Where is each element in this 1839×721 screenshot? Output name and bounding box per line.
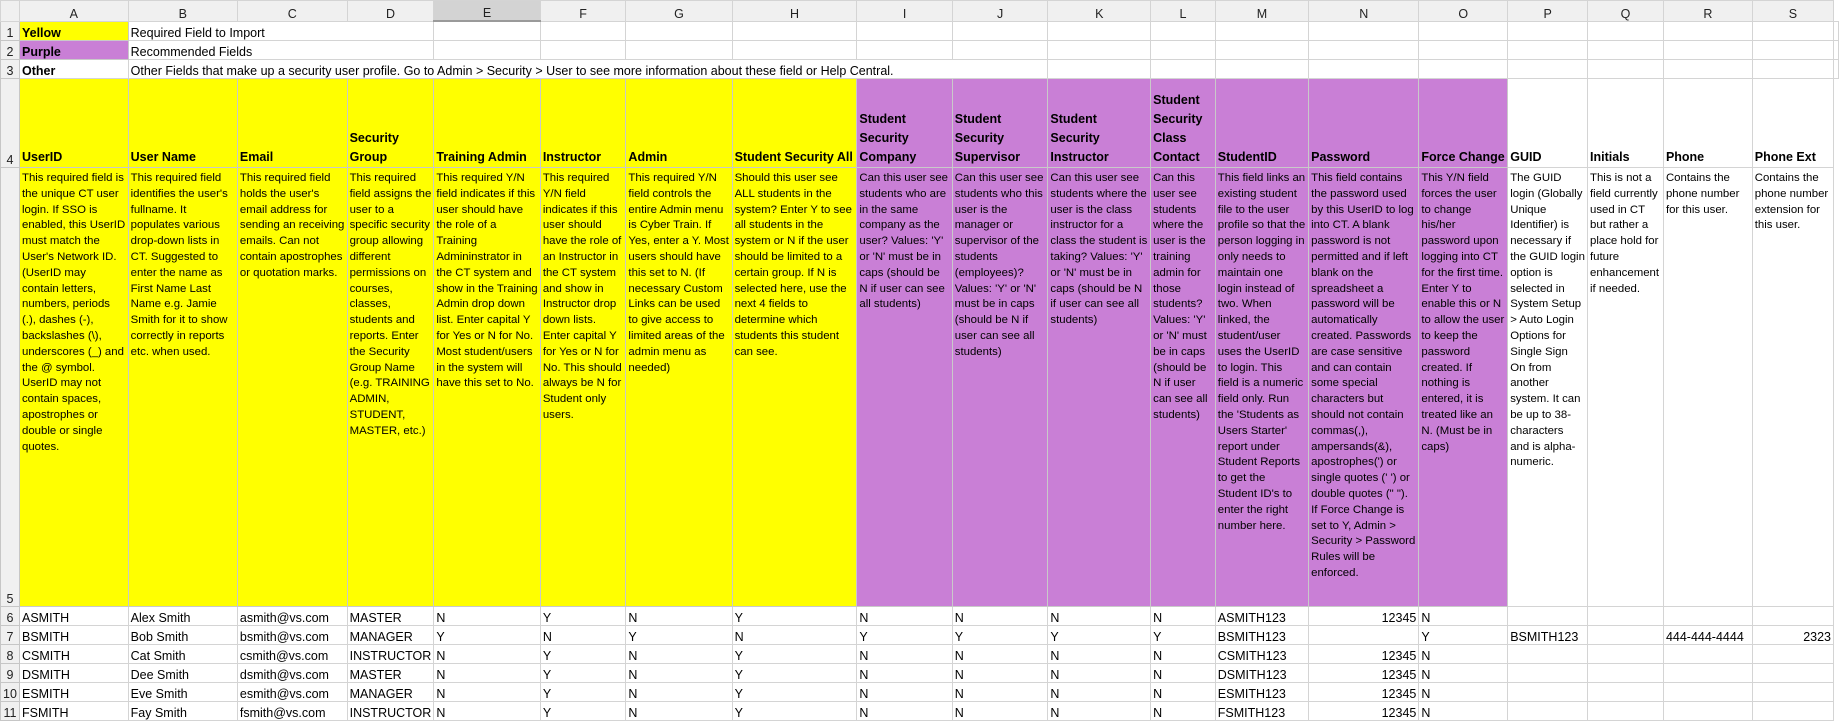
field-header-cell[interactable]: Phone Ext — [1752, 79, 1833, 168]
data-cell[interactable]: Y — [540, 645, 626, 664]
data-cell[interactable]: Y — [952, 626, 1048, 645]
data-cell[interactable] — [1752, 702, 1833, 721]
data-cell[interactable]: esmith@vs.com — [237, 683, 347, 702]
row-header[interactable]: 7 — [1, 626, 20, 645]
data-cell[interactable]: N — [952, 702, 1048, 721]
cell[interactable] — [857, 41, 952, 60]
data-cell[interactable]: Cat Smith — [128, 645, 237, 664]
field-description-cell[interactable]: This required field identifies the user's fullname. It populates various drop-down lists in CT. Suggested to enter the name as First Name Last Name e.g. Jamie Smith for it to show correctly in reports etc. when used. — [128, 168, 237, 607]
cell[interactable] — [1215, 21, 1308, 41]
data-cell[interactable]: Y — [540, 664, 626, 683]
row-header[interactable]: 1 — [1, 21, 20, 41]
data-cell[interactable] — [1663, 664, 1752, 683]
field-description-cell[interactable]: This required field assigns the user to a specific security group allowing different permissions on courses, classes, students and reports. Enter the Security Group Name (e.g. TRAINING ADMIN, STUDENT, MASTER, etc.) — [347, 168, 434, 607]
cell[interactable] — [1215, 60, 1308, 79]
column-header[interactable]: E — [434, 1, 541, 22]
data-cell[interactable]: N — [952, 683, 1048, 702]
table-row — [1, 683, 1839, 702]
cell[interactable] — [1663, 41, 1752, 60]
legend-text-other[interactable]: Other Fields that make up a security user profile. Go to Admin > Security > User to see more information about these field or Help Central. — [128, 60, 1048, 79]
cell[interactable] — [1048, 41, 1151, 60]
data-cell[interactable]: N — [1048, 607, 1151, 626]
field-header-cell[interactable]: StudentID — [1215, 79, 1308, 168]
cell[interactable] — [1309, 21, 1419, 41]
column-header[interactable]: H — [732, 1, 857, 22]
cell[interactable] — [540, 41, 626, 60]
field-header-row — [1, 79, 1839, 168]
field-description-cell[interactable]: This Y/N field forces the user to change his/her password upon logging into CT for the first time. Enter Y to enable this or N to allow the user to keep the password created. If nothing is entered, it is treated like an N. (Must be in caps) — [1419, 168, 1508, 607]
field-description-cell[interactable]: This required Y/N field controls the entire Admin menu is Cyber Train. If Yes, enter a Y. Most users should have this set to N. (If necessary Custom Links can be used to give access to limited areas of the admin menu as needed) — [626, 168, 732, 607]
cell[interactable] — [1508, 21, 1588, 41]
data-cell[interactable]: FSMITH123 — [1215, 702, 1308, 721]
field-header-cell[interactable]: Instructor — [540, 79, 626, 168]
legend-row-purple — [1, 41, 1839, 60]
legend-row-yellow — [1, 21, 1839, 41]
field-header-cell[interactable]: UserID — [19, 79, 128, 168]
data-cell[interactable] — [1663, 683, 1752, 702]
cell[interactable] — [1508, 60, 1588, 79]
data-cell[interactable] — [1309, 626, 1419, 645]
data-cell[interactable]: N — [732, 626, 857, 645]
data-cell[interactable]: bsmith@vs.com — [237, 626, 347, 645]
field-header-cell[interactable]: Password — [1309, 79, 1419, 168]
data-cell[interactable]: N — [626, 645, 732, 664]
data-cell[interactable]: ASMITH — [19, 607, 128, 626]
data-cell[interactable] — [1588, 645, 1664, 664]
field-header-cell[interactable]: Training Admin — [434, 79, 541, 168]
table-row — [1, 607, 1839, 626]
data-cell[interactable]: N — [1419, 645, 1508, 664]
column-header[interactable]: K — [1048, 1, 1151, 22]
table-row — [1, 664, 1839, 683]
cell[interactable] — [1419, 60, 1508, 79]
data-cell[interactable]: Y — [626, 626, 732, 645]
field-header-cell[interactable]: User Name — [128, 79, 237, 168]
data-cell[interactable]: CSMITH — [19, 645, 128, 664]
data-cell[interactable]: Y — [1048, 626, 1151, 645]
field-header-cell[interactable]: GUID — [1508, 79, 1588, 168]
cell[interactable] — [1048, 60, 1151, 79]
field-header-cell[interactable]: Student Security Instructor — [1048, 79, 1151, 168]
row-header[interactable]: 5 — [1, 168, 20, 607]
field-description-cell[interactable]: Can this user see students where the user is the training admin for those students? Values: 'Y' or 'N' must be in caps (should be N if user can see all students) — [1151, 168, 1216, 607]
row-header[interactable]: 6 — [1, 607, 20, 626]
data-cell[interactable] — [1663, 645, 1752, 664]
column-header[interactable]: P — [1508, 1, 1588, 22]
cell[interactable] — [952, 41, 1048, 60]
data-cell[interactable] — [1588, 607, 1664, 626]
column-header[interactable]: J — [952, 1, 1048, 22]
cell[interactable] — [952, 21, 1048, 41]
data-cell[interactable]: Y — [540, 702, 626, 721]
data-cell[interactable]: 12345 — [1309, 664, 1419, 683]
column-header[interactable]: Q — [1588, 1, 1664, 22]
field-header-cell[interactable]: Force Change — [1419, 79, 1508, 168]
field-description-cell[interactable]: This field links an existing student file to the user profile so that the person logging in only needs to maintain one login instead of two. When linked, the student/user uses the UserID to login. This field is a numeric field only. Run the 'Students as Users Starter' report under Student Reports to get the Student ID's to enter the right number here. — [1215, 168, 1308, 607]
cell[interactable] — [1215, 41, 1308, 60]
field-description-cell[interactable]: This required Y/N field indicates if this user should have the role of an Instructor in the CT system and show in Instructor drop down lists. Enter capital Y for Yes or N for No. This should always be N for Student only users. — [540, 168, 626, 607]
data-cell[interactable]: N — [1151, 645, 1216, 664]
cell[interactable] — [434, 21, 541, 41]
data-cell[interactable] — [1752, 607, 1833, 626]
data-cell[interactable] — [1508, 645, 1588, 664]
data-cell[interactable]: N — [1048, 664, 1151, 683]
data-cell[interactable]: ASMITH123 — [1215, 607, 1308, 626]
data-cell[interactable]: MASTER — [347, 607, 434, 626]
data-cell[interactable]: N — [626, 683, 732, 702]
data-cell[interactable]: N — [857, 683, 952, 702]
data-cell[interactable]: 12345 — [1309, 607, 1419, 626]
cell[interactable] — [1752, 41, 1833, 60]
column-header[interactable]: N — [1309, 1, 1419, 22]
column-header[interactable]: A — [19, 1, 128, 22]
data-cell[interactable] — [1508, 607, 1588, 626]
select-all-corner[interactable] — [1, 1, 20, 22]
data-cell[interactable]: N — [857, 607, 952, 626]
field-description-row — [1, 168, 1839, 607]
data-cell[interactable]: DSMITH123 — [1215, 664, 1308, 683]
data-cell[interactable]: Fay Smith — [128, 702, 237, 721]
data-cell[interactable] — [1588, 683, 1664, 702]
column-header[interactable]: O — [1419, 1, 1508, 22]
data-cell[interactable]: N — [1419, 683, 1508, 702]
row-header[interactable]: 10 — [1, 683, 20, 702]
data-cell[interactable]: 2323 — [1752, 626, 1833, 645]
data-cell[interactable]: N — [434, 645, 541, 664]
column-header[interactable]: G — [626, 1, 732, 22]
table-row — [1, 626, 1839, 645]
data-cell[interactable]: Eve Smith — [128, 683, 237, 702]
data-cell[interactable]: N — [1419, 702, 1508, 721]
field-header-cell[interactable]: Admin — [626, 79, 732, 168]
data-cell[interactable]: ESMITH123 — [1215, 683, 1308, 702]
data-cell[interactable]: MASTER — [347, 664, 434, 683]
column-header[interactable]: R — [1663, 1, 1752, 22]
field-description-cell[interactable]: The GUID login (Globally Unique Identifier) is necessary if the GUID login option is selected in System Setup > Auto Login Options for Single Sign On from another system. It can be up to 38-characters and is alpha-numeric. — [1508, 168, 1588, 607]
data-cell[interactable]: N — [434, 702, 541, 721]
data-cell[interactable]: BSMITH123 — [1215, 626, 1308, 645]
row-header[interactable]: 8 — [1, 645, 20, 664]
data-cell[interactable] — [1752, 664, 1833, 683]
data-cell[interactable]: Y — [1419, 626, 1508, 645]
column-header[interactable]: D — [347, 1, 434, 22]
row-header[interactable]: 3 — [1, 60, 20, 79]
column-header[interactable]: M — [1215, 1, 1308, 22]
cell[interactable] — [1508, 41, 1588, 60]
data-cell[interactable]: Y — [540, 607, 626, 626]
cell[interactable] — [857, 21, 952, 41]
legend-label-yellow[interactable]: Yellow — [19, 21, 128, 41]
data-cell[interactable]: N — [626, 702, 732, 721]
field-description-cell[interactable]: This is not a field currently used in CT but rather a place hold for future enhancement if needed. — [1588, 168, 1664, 607]
data-cell[interactable]: N — [1151, 683, 1216, 702]
field-description-cell[interactable]: Can this user see students who are in the same company as the user? Values: 'Y' or 'N' must be in caps (should be N if user can see all students) — [857, 168, 952, 607]
cell[interactable] — [1663, 21, 1752, 41]
column-header-row — [1, 1, 1839, 22]
cell[interactable] — [732, 41, 857, 60]
data-cell[interactable]: 12345 — [1309, 683, 1419, 702]
field-description-cell[interactable]: Contains the phone number extension for this user. — [1752, 168, 1833, 607]
cell[interactable] — [732, 21, 857, 41]
table-row — [1, 702, 1839, 721]
cell[interactable] — [1151, 60, 1216, 79]
data-cell[interactable]: N — [1048, 683, 1151, 702]
data-cell[interactable]: N — [540, 626, 626, 645]
data-cell[interactable] — [1663, 702, 1752, 721]
data-cell[interactable] — [1508, 683, 1588, 702]
field-header-cell[interactable]: Student Security Company — [857, 79, 952, 168]
cell[interactable] — [1834, 21, 1839, 41]
data-cell[interactable] — [1752, 645, 1833, 664]
data-cell[interactable]: N — [1151, 702, 1216, 721]
field-description-cell[interactable]: This required Y/N field indicates if this user should have the role of a Training Admininstrator in the CT system and show in the Training Admin drop down list. Enter capital Y for Yes or N for No. Most student/users in the system will have this set to No. — [434, 168, 541, 607]
data-cell[interactable]: N — [857, 702, 952, 721]
cell[interactable] — [1309, 60, 1419, 79]
data-cell[interactable]: 12345 — [1309, 702, 1419, 721]
data-cell[interactable]: N — [952, 607, 1048, 626]
cell[interactable] — [1752, 21, 1833, 41]
field-header-cell[interactable]: Student Security All — [732, 79, 857, 168]
table-row — [1, 645, 1839, 664]
column-header[interactable]: F — [540, 1, 626, 22]
data-cell[interactable]: csmith@vs.com — [237, 645, 347, 664]
data-cell[interactable]: N — [434, 607, 541, 626]
data-cell[interactable]: Dee Smith — [128, 664, 237, 683]
cell[interactable] — [1048, 21, 1151, 41]
field-header-cell[interactable]: Security Group — [347, 79, 434, 168]
cell[interactable] — [1419, 41, 1508, 60]
data-cell[interactable]: N — [1419, 607, 1508, 626]
column-header[interactable]: C — [237, 1, 347, 22]
legend-text-yellow[interactable]: Required Field to Import — [128, 21, 434, 41]
data-cell[interactable]: Alex Smith — [128, 607, 237, 626]
data-cell[interactable]: Y — [1151, 626, 1216, 645]
data-cell[interactable]: MANAGER — [347, 626, 434, 645]
data-cell[interactable] — [1508, 702, 1588, 721]
data-cell[interactable]: fsmith@vs.com — [237, 702, 347, 721]
data-cell[interactable]: N — [1048, 702, 1151, 721]
cell[interactable] — [1151, 21, 1216, 41]
field-header-cell[interactable]: Phone — [1663, 79, 1752, 168]
field-description-cell[interactable]: Contains the phone number for this user. — [1663, 168, 1752, 607]
data-cell[interactable]: Bob Smith — [128, 626, 237, 645]
data-cell[interactable]: N — [952, 664, 1048, 683]
row-header[interactable]: 4 — [1, 79, 20, 168]
data-cell[interactable]: dsmith@vs.com — [237, 664, 347, 683]
cell[interactable] — [1834, 60, 1839, 79]
cell[interactable] — [1151, 41, 1216, 60]
column-header[interactable]: I — [857, 1, 952, 22]
data-cell[interactable] — [1588, 664, 1664, 683]
cell[interactable] — [626, 41, 732, 60]
data-cell[interactable]: CSMITH123 — [1215, 645, 1308, 664]
data-cell[interactable]: N — [1151, 664, 1216, 683]
data-cell[interactable]: Y — [857, 626, 952, 645]
cell[interactable] — [1588, 60, 1664, 79]
legend-label-other[interactable]: Other — [19, 60, 128, 79]
cell[interactable] — [434, 41, 541, 60]
data-cell[interactable]: ESMITH — [19, 683, 128, 702]
data-cell[interactable]: Y — [732, 683, 857, 702]
data-cell[interactable] — [1588, 626, 1664, 645]
legend-row-other — [1, 60, 1839, 79]
data-cell[interactable]: Y — [732, 664, 857, 683]
data-cell[interactable] — [1663, 607, 1752, 626]
row-header[interactable]: 2 — [1, 41, 20, 60]
data-cell[interactable]: N — [857, 645, 952, 664]
data-cell[interactable]: N — [626, 664, 732, 683]
data-cell[interactable]: N — [434, 683, 541, 702]
data-cell[interactable]: N — [952, 645, 1048, 664]
field-description-cell[interactable]: This required field is the unique CT user login. If SSO is enabled, this UserID must match the User's Network ID. (UserID may contain letters, numbers, periods (.), dashes (-), backslashes (\), underscores (_) and the @ symbol. UserID may not contain spaces, apostrophes or double or single quotes. — [19, 168, 128, 607]
data-cell[interactable]: 444-444-4444 — [1663, 626, 1752, 645]
row-header[interactable]: 9 — [1, 664, 20, 683]
data-cell[interactable]: INSTRUCTOR — [347, 645, 434, 664]
cell[interactable] — [540, 21, 626, 41]
field-description-cell[interactable]: This field contains the password used by this UserID to log into CT. A blank password is not permitted and if left blank on the spreadsheet a password will be automatically created. Passwords are case sensitive and can contain some special characters but should not contain commas(,), ampersands(&), apostrophes(') or single quotes (' ') or double quotes (" "). If Force Change is set to Y, Admin > Security > Password Rules will be enforced. — [1309, 168, 1419, 607]
data-cell[interactable]: N — [857, 664, 952, 683]
field-header-cell[interactable]: Email — [237, 79, 347, 168]
row-header[interactable]: 11 — [1, 702, 20, 721]
cell[interactable] — [1419, 21, 1508, 41]
data-cell[interactable]: Y — [732, 607, 857, 626]
data-cell[interactable]: Y — [732, 645, 857, 664]
column-header[interactable]: B — [128, 1, 237, 22]
data-cell[interactable]: N — [1419, 664, 1508, 683]
data-cell[interactable] — [1588, 702, 1664, 721]
column-header[interactable]: S — [1752, 1, 1833, 22]
data-cell[interactable]: Y — [434, 626, 541, 645]
field-description-cell[interactable]: Can this user see students where the user is the class instructor for a class the student is taking? Values: 'Y' or 'N' must be in caps (should be N if user can see all students) — [1048, 168, 1151, 607]
data-cell[interactable]: N — [434, 664, 541, 683]
data-cell[interactable]: INSTRUCTOR — [347, 702, 434, 721]
data-cell[interactable]: BSMITH123 — [1508, 626, 1588, 645]
data-cell[interactable]: MANAGER — [347, 683, 434, 702]
field-header-cell[interactable]: Student Security Class Contact — [1151, 79, 1216, 168]
cell[interactable] — [1663, 60, 1752, 79]
cell[interactable] — [1834, 41, 1839, 60]
data-cell[interactable] — [1508, 664, 1588, 683]
data-cell[interactable]: N — [1151, 607, 1216, 626]
column-header[interactable]: L — [1151, 1, 1216, 22]
data-cell[interactable]: Y — [540, 683, 626, 702]
field-description-cell[interactable]: Can this user see students who this user is the manager or supervisor of the students (employees)? Values: 'Y' or 'N' must be in caps (should be N if user can see all students) — [952, 168, 1048, 607]
data-cell[interactable]: BSMITH — [19, 626, 128, 645]
data-cell[interactable]: DSMITH — [19, 664, 128, 683]
data-cell[interactable]: FSMITH — [19, 702, 128, 721]
cell[interactable] — [1309, 41, 1419, 60]
field-header-cell[interactable]: Initials — [1588, 79, 1664, 168]
cell[interactable] — [1588, 21, 1664, 41]
field-description-cell[interactable]: Should this user see ALL students in the system? Enter Y to see all students in the system or N if the user should be limited to a certain group. If N is selected here, use the next 4 fields to determine which students this student can see. — [732, 168, 857, 607]
data-cell[interactable]: N — [1048, 645, 1151, 664]
data-cell[interactable]: 12345 — [1309, 645, 1419, 664]
legend-text-purple[interactable]: Recommended Fields — [128, 41, 434, 60]
field-header-cell[interactable]: Student Security Supervisor — [952, 79, 1048, 168]
legend-label-purple[interactable]: Purple — [19, 41, 128, 60]
data-cell[interactable]: asmith@vs.com — [237, 607, 347, 626]
cell[interactable] — [626, 21, 732, 41]
field-description-cell[interactable]: This required field holds the user's email address for sending an receiving emails. Can not contain apostrophes or quotation marks. — [237, 168, 347, 607]
cell[interactable] — [1752, 60, 1833, 79]
data-cell[interactable]: Y — [732, 702, 857, 721]
data-cell[interactable] — [1752, 683, 1833, 702]
cell[interactable] — [1588, 41, 1664, 60]
data-cell[interactable]: N — [626, 607, 732, 626]
